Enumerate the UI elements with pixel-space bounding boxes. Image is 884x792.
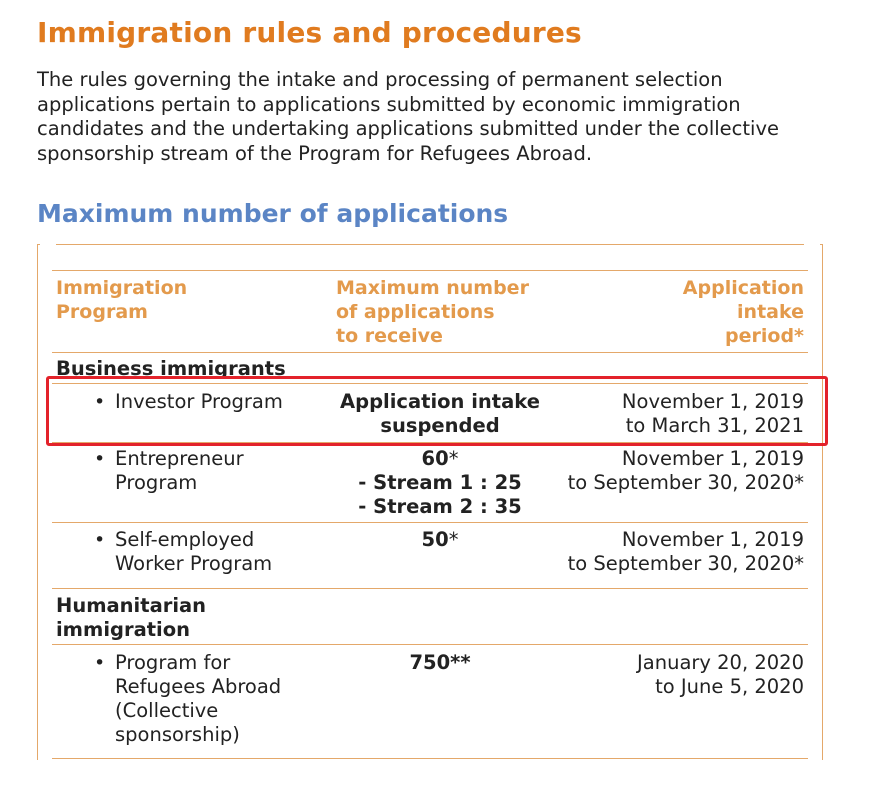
program-self-employed: Self-employed Worker Program bbox=[115, 528, 273, 575]
header-bottom-rule bbox=[52, 352, 808, 353]
bullet-icon: • bbox=[94, 529, 106, 551]
page-title: Immigration rules and procedures bbox=[37, 16, 582, 49]
bullet-icon: • bbox=[94, 448, 106, 470]
bullet-icon: • bbox=[94, 652, 106, 674]
header-intake-period: Application intake period* bbox=[682, 277, 804, 347]
row-rule bbox=[52, 522, 808, 523]
period-refugees-abroad: January 20, 2020 to June 5, 2020 bbox=[637, 651, 804, 698]
frame-corner-gap-right bbox=[804, 242, 820, 247]
intro-paragraph: The rules governing the intake and processing of permanent selection applications pertain to applications submitted by economic immigration candidates and the undertaking applications submitted under the collective sponsorship stream of the Program for Refugees Abroad. bbox=[37, 68, 779, 165]
program-investor: Investor Program bbox=[115, 390, 283, 413]
group-rule bbox=[52, 644, 808, 645]
section-title: Maximum number of applications bbox=[37, 199, 509, 228]
program-refugees-abroad: Program for Refugees Abroad (Collective sponsorship) bbox=[115, 651, 282, 746]
highlight-box bbox=[46, 376, 828, 446]
row-rule bbox=[52, 588, 808, 589]
bullet-icon: • bbox=[94, 391, 106, 413]
max-investor: Application intake suspended bbox=[340, 390, 540, 437]
frame-right-border bbox=[822, 244, 823, 760]
frame-top-border bbox=[37, 244, 823, 245]
frame-left-border bbox=[37, 244, 38, 760]
max-refugees-abroad: 750** bbox=[409, 651, 471, 674]
group-label-business: Business immigrants bbox=[56, 357, 286, 380]
header-program: Immigration Program bbox=[56, 277, 188, 323]
max-entrepreneur: 60* - Stream 1 : 25 - Stream 2 : 35 bbox=[358, 447, 522, 518]
header-max-applications: Maximum number of applications to receive bbox=[336, 277, 529, 347]
program-entrepreneur: Entrepreneur Program bbox=[115, 447, 244, 494]
table-top-rule bbox=[52, 270, 808, 271]
period-self-employed: November 1, 2019 to September 30, 2020* bbox=[567, 528, 804, 575]
max-self-employed: 50* bbox=[421, 528, 459, 551]
frame-corner-gap-left bbox=[40, 242, 56, 247]
group-label-humanitarian: Humanitarian immigration bbox=[56, 594, 207, 641]
period-investor: November 1, 2019 to March 31, 2021 bbox=[621, 390, 804, 437]
period-entrepreneur: November 1, 2019 to September 30, 2020* bbox=[567, 447, 804, 494]
table-bottom-rule bbox=[52, 758, 808, 759]
